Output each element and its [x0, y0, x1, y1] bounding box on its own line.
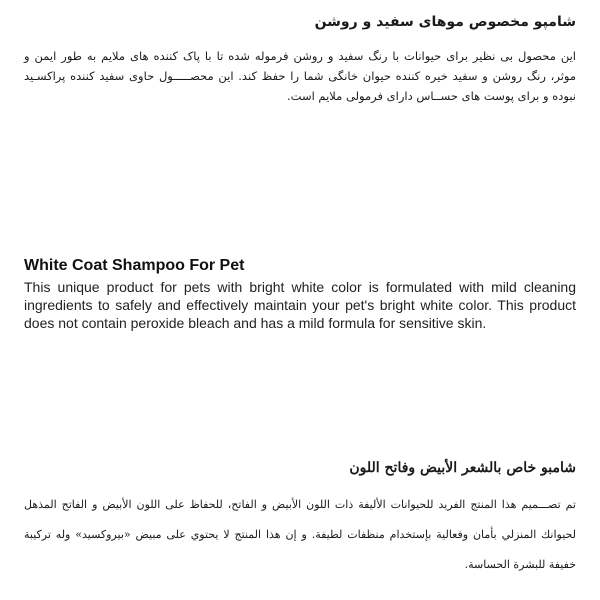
english-body: This unique product for pets with bright white color is formulated with mild cleaning ingredients to safely and effectively maintain your pet's bright white color. This product does not contain peroxide bleach and has a mild formula for sensitive skin.: [24, 279, 576, 331]
arabic-title: شامبو خاص بالشعر الأبيض وفاتح اللون: [349, 460, 576, 476]
persian-body: این محصول بی نظیر برای حیوانات با رنگ سفید و روشن فرموله شده تا با پاک کننده های ملایم به طور ایمن و موثر، رنگ روشن و سفید خیره کننده حیوان خانگی شما را حفظ کند. این محصـــــول حاوی سفید کننده پراکسـید نبوده و برای پوست های حســاس دارای فرمولی ملایم است.: [24, 49, 576, 103]
english-title: White Coat Shampoo For Pet: [24, 257, 245, 274]
english-section: [24, 256, 576, 332]
persian-title: شامپو مخصوص موهای سفید و روشن: [314, 14, 576, 30]
persian-section: [24, 12, 576, 106]
arabic-body: تم تصـــميم هذا المنتج الفريد للحيوانات الأليفة ذات اللون الأبيض و الفاتح، للحفاظ على اللون الأبيض و الفاتح المذهل لحيوانك المنزلي بأمان وفعالية بإستخدام منظفات لطيفة. و إن هذا المنتج لا يحتوي على مبيض «بيروكسيد» وله تركيبة خفيفة للبشرة الحساسة.: [24, 498, 576, 571]
arabic-section: [24, 458, 576, 580]
